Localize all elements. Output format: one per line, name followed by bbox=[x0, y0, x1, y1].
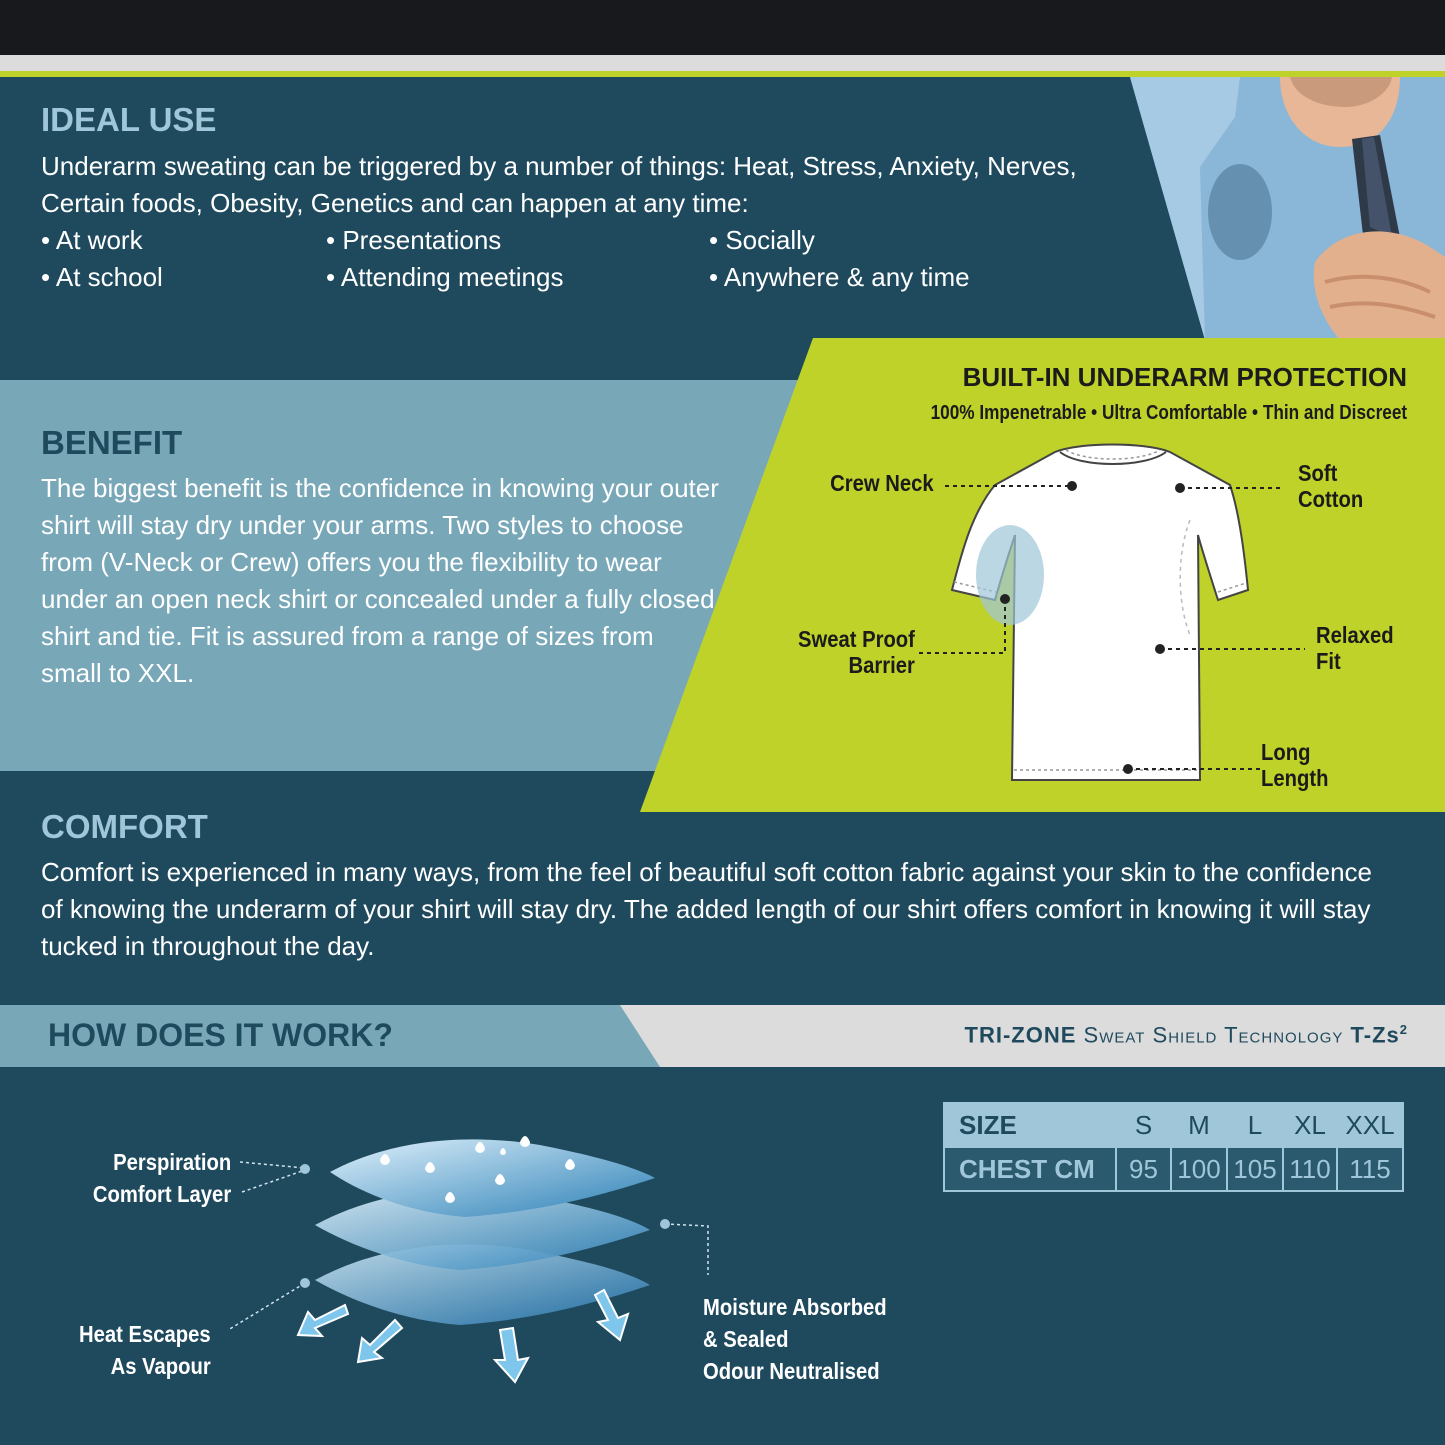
chest-header: CHEST CM bbox=[944, 1147, 1116, 1191]
benefit-heading: BENEFIT bbox=[41, 424, 183, 461]
crew-neck-label: Crew Neck bbox=[830, 470, 934, 496]
sweat-proof-label: Sweat Proof Barrier bbox=[798, 626, 915, 678]
protection-title: BUILT-IN UNDERARM PROTECTION bbox=[962, 362, 1407, 392]
size-cell: XL bbox=[1283, 1103, 1337, 1147]
size-cell: L bbox=[1227, 1103, 1283, 1147]
chest-cell: 95 bbox=[1116, 1147, 1171, 1191]
size-cell: XXL bbox=[1337, 1103, 1403, 1147]
tech-superscript: 2 bbox=[1399, 1022, 1408, 1037]
callout-lines bbox=[640, 440, 1340, 800]
tech-code: T-Zs bbox=[1350, 1022, 1400, 1048]
moisture-label: Moisture Absorbed bbox=[703, 1294, 887, 1320]
man-photo bbox=[1130, 77, 1445, 340]
bullet-attending-meetings: • Attending meetings bbox=[326, 262, 564, 292]
perspiration-label: Perspiration bbox=[112, 1149, 231, 1175]
ideal-use-text: Underarm sweating can be triggered by a number of things: Heat, Stress, Anxiety, Nerves, Certain foods, Obesity, Genetics and can happen at any time: bbox=[41, 151, 1077, 218]
chest-row bbox=[944, 1147, 1403, 1191]
bullet-anywhere: • Anywhere & any time bbox=[709, 262, 970, 292]
bullet-presentations: • Presentations bbox=[326, 225, 502, 255]
relaxed-fit-label: Relaxed Fit bbox=[1316, 622, 1394, 674]
chest-cell: 105 bbox=[1227, 1147, 1283, 1191]
heat-escapes-label: Heat Escapes bbox=[79, 1321, 211, 1347]
sealed-label: & Sealed bbox=[703, 1326, 789, 1352]
tech-name bbox=[965, 1022, 1408, 1048]
top-bar bbox=[0, 0, 1445, 55]
chest-cell: 100 bbox=[1171, 1147, 1227, 1191]
size-cell: S bbox=[1116, 1103, 1171, 1147]
bullet-socially: • Socially bbox=[709, 225, 815, 255]
comfort-heading: COMFORT bbox=[41, 808, 208, 845]
size-header: SIZE bbox=[944, 1103, 1116, 1147]
how-heading: HOW DOES IT WORK? bbox=[48, 1017, 393, 1053]
soft-cotton-label: Soft Cotton bbox=[1298, 460, 1364, 512]
grey-stripe bbox=[0, 55, 1445, 71]
layer-callouts bbox=[230, 1150, 730, 1400]
as-vapour-label: As Vapour bbox=[110, 1353, 211, 1379]
long-length-label: Long Length bbox=[1261, 739, 1329, 791]
tech-title: Sweat Shield Technology bbox=[1083, 1022, 1344, 1048]
comfort-text: Comfort is experienced in many ways, from the feel of beautiful soft cotton fabric against your skin to the confidence of knowing the underarm of your shirt will stay dry. The added length of our shirt offers comfort in knowing it will stay tucked in throughout the day. bbox=[41, 857, 1373, 961]
ideal-use-heading: IDEAL USE bbox=[41, 101, 217, 138]
comfort-layer-label: Comfort Layer bbox=[92, 1181, 231, 1207]
protection-subtitle: 100% Impenetrable • Ultra Comfortable • Thin and Discreet bbox=[930, 402, 1407, 424]
size-table bbox=[943, 1102, 1404, 1192]
size-cell: M bbox=[1171, 1103, 1227, 1147]
bullet-at-work: • At work bbox=[41, 225, 143, 255]
tech-brand: TRI-ZONE bbox=[964, 1022, 1077, 1048]
size-row bbox=[944, 1103, 1403, 1147]
chest-cell: 110 bbox=[1283, 1147, 1337, 1191]
chest-cell: 115 bbox=[1337, 1147, 1403, 1191]
benefit-text: The biggest benefit is the confidence in knowing your outer shirt will stay dry under your arms. Two styles to choose from (V-Neck or Crew) offers you the flexibility to wear under an open neck shirt or concealed under a fully closed shirt and tie. Fit is assured from a range of sizes from small to XXL. bbox=[41, 473, 719, 688]
odour-label: Odour Neutralised bbox=[703, 1358, 880, 1384]
bullet-at-school: • At school bbox=[41, 262, 163, 292]
